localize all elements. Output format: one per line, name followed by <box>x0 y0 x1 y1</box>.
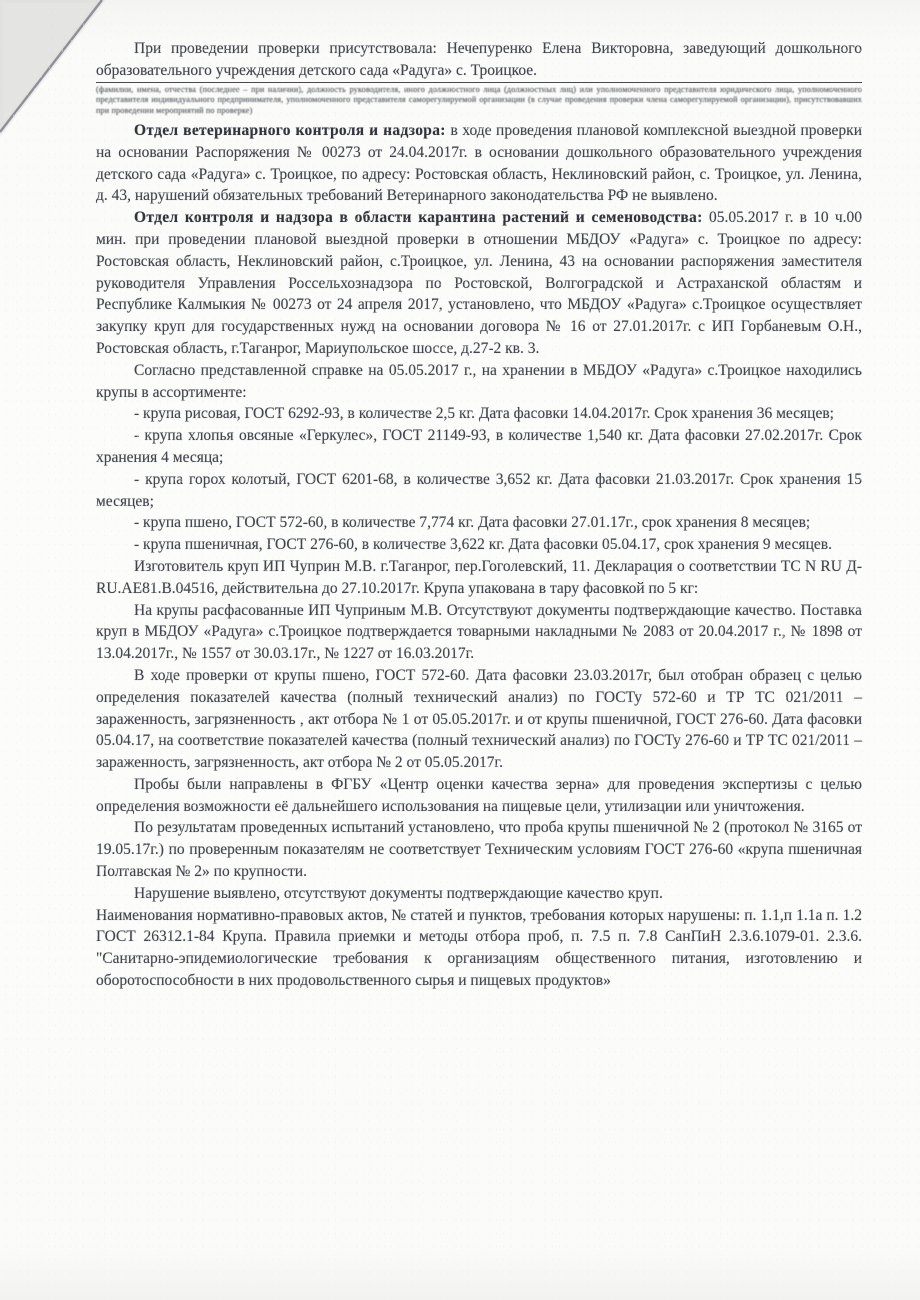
paragraph-text: Пробы были направлены в ФГБУ «Центр оценки качества зерна» для проведения экспертизы с целью определения возможности её дальнейшего использования на пищевые цели, утилизации или уничтожения. <box>96 775 862 815</box>
form-footnote: (фамилии, имена, отчества (последнее – при наличии), должность руководителя, иного должностного лица (должностных лиц) или уполномоченного представителя юридического лица, уполномоченного представителя индивидуального предпринимателя, уполномоченного представителя саморегулируемой организации (в случае проведения проверки члена саморегулируемой организации), присутствовавших при проведении мероприятий по проверке) <box>96 84 862 116</box>
paragraph-legal-references <box>96 905 862 992</box>
paragraph-text: - крупа пшено, ГОСТ 572-60, в количестве 7,774 кг. Дата фасовки 27.01.17г., срок хранения 8 месяцев; <box>134 514 811 532</box>
paragraph-text: На крупы расфасованные ИП Чуприным М.В. Отсутствуют документы подтверждающие качество. Поставка круп в МБДОУ «Радуга» с.Троицкое подтверждается товарными накладными № 2083 от 20.04.2017 г., № 1898 от 13.04.2017г., № 1557 от 30.03.17г., № 1227 от 16.03.2017г. <box>96 601 862 663</box>
list-item-millet <box>96 512 862 534</box>
paragraph-stock-intro <box>96 360 862 404</box>
paragraph-quarantine-control <box>96 207 862 360</box>
paragraph-manufacturer <box>96 556 862 600</box>
list-item-rice <box>96 403 862 425</box>
paragraph-text: 05.05.2017 г. в 10 ч.00 мин. при проведении плановой выездной проверки в отношении МБДОУ «Радуга» с. Троицкое по адресу: Ростовская область, Неклиновский район, с.Троицкое, ул. Ленина, 43 на основании распоряжения заместителя руководителя Управления Россельхознадзора по Ростовской, Волгоградской и Астраханской областям и Республике Калмыкия № 00273 от 24 апреля 2017, установлено, что МБДОУ «Радуга» с.Троицкое осуществляет закупку круп для государственных нужд на основании договора № 16 от 27.01.2017г. с ИП Горбаневым О.Н., Ростовская область, г.Таганрог, Мариупольское шоссе, д.27-2 кв. 3. <box>96 209 862 357</box>
paragraph-text: Нарушение выявлено, отсутствуют документы подтверждающие качество круп. <box>134 884 663 902</box>
paragraph-text: - крупа рисовая, ГОСТ 6292-93, в количестве 2,5 кг. Дата фасовки 14.04.2017г. Срок хранения 36 месяцев; <box>134 405 834 423</box>
document-text-block <box>96 38 862 992</box>
paragraph-text: Изготовитель круп ИП Чуприн М.В. г.Таганрог, пер.Гоголевский, 11. Декларация о соответствии ТС N RU Д-RU.АЕ81.В.04516, действительна до 27.10.2017г. Крупа упакована в тару фасовкой по 5 кг: <box>96 557 862 597</box>
paragraph-text: Наименования нормативно-правовых актов, № статей и пунктов, требования которых нарушены: п. 1.1,п 1.1а п. 1.2 ГОСТ 26312.1-84 Крупа. Правила приемки и методы отбора проб, п. 7.5 п. 7.8 СанПиН 2.3.6.1079-01. 2.3.6. "Санитарно-эпидемиологические требования к организациям общественного питания, изготовлению и оборотоспособности в них продовольственного сырья и пищевых продуктов» <box>96 906 862 990</box>
paragraph-test-results <box>96 817 862 882</box>
paragraph-text: - крупа пшеничная, ГОСТ 276-60, в количестве 3,622 кг. Дата фасовки 05.04.17, срок хранения 9 месяцев. <box>134 536 832 554</box>
paragraph-attendees <box>96 38 862 82</box>
list-item-wheat <box>96 534 862 556</box>
paragraph-text: При проведении проверки присутствовала: Нечепуренко Елена Викторовна, заведующий дошкольного образовательного учреждения детского сада «Радуга» с. Троицкое. <box>96 40 862 79</box>
form-underline <box>96 82 862 83</box>
paragraph-text: - крупа горох колотый, ГОСТ 6201-68, в количестве 3,652 кг. Дата фасовки 21.03.2017г. Срок хранения 15 месяцев; <box>96 470 862 510</box>
paragraph-veterinary-control <box>96 120 862 207</box>
paragraph-text: - крупа хлопья овсяные «Геркулес», ГОСТ 21149-93, в количестве 1,540 кг. Дата фасовки 27.02.2017г. Срок хранения 4 месяца; <box>96 427 862 466</box>
section-lead: Отдел ветеринарного контроля и надзора: <box>134 121 451 139</box>
paragraph-violation-found <box>96 883 862 905</box>
list-item-oat-flakes <box>96 425 862 469</box>
paragraph-samples-sent <box>96 774 862 818</box>
paragraph-missing-documents <box>96 600 862 665</box>
paragraph-text: Согласно представленной справке на 05.05.2017 г., на хранении в МБДОУ «Радуга» с.Троицкое находились крупы в ассортименте: <box>96 361 862 401</box>
paragraph-text: в ходе проведения плановой комплексной выездной проверки на основании Распоряжения № 00273 от 24.04.2017г. в основании дошкольного образовательного учреждения детского сада «Радуга» с. Троицкое, по адресу: Ростовская область, Неклиновский район, с. Троицкое, ул. Ленина, д. 43, нарушений обязательных требований Ветеринарного законодательства РФ не выявлено. <box>96 121 862 205</box>
paragraph-text: В ходе проверки от крупы пшено, ГОСТ 572-60. Дата фасовки 23.03.2017г, был отобран образец с целью определения показателей качества (полный технический анализ) по ГОСТу 572-60 и ТР ТС 021/2011 – зараженность, загрязненность , акт отбора № 1 от 05.05.2017г. и от крупы пшеничной, ГОСТ 276-60. Дата фасовки 05.04.17, на соответствие показателей качества (полный технический анализ) по ГОСТу 276-60 и ТР ТС 021/2011 – зараженность, загрязненность, акт отбора № 2 от 05.05.2017г. <box>96 666 862 772</box>
paragraph-sampling <box>96 665 862 774</box>
paragraph-text: По результатам проведенных испытаний установлено, что проба крупы пшеничной № 2 (протокол № 3165 от 19.05.17г.) по проверенным показателям не соответствует Техническим условиям ГОСТ 276-60 «крупа пшеничная Полтавская № 2» по крупности. <box>96 819 862 881</box>
list-item-split-peas <box>96 469 862 513</box>
section-lead: Отдел контроля и надзора в области карантина растений и семеноводства: <box>134 209 710 227</box>
